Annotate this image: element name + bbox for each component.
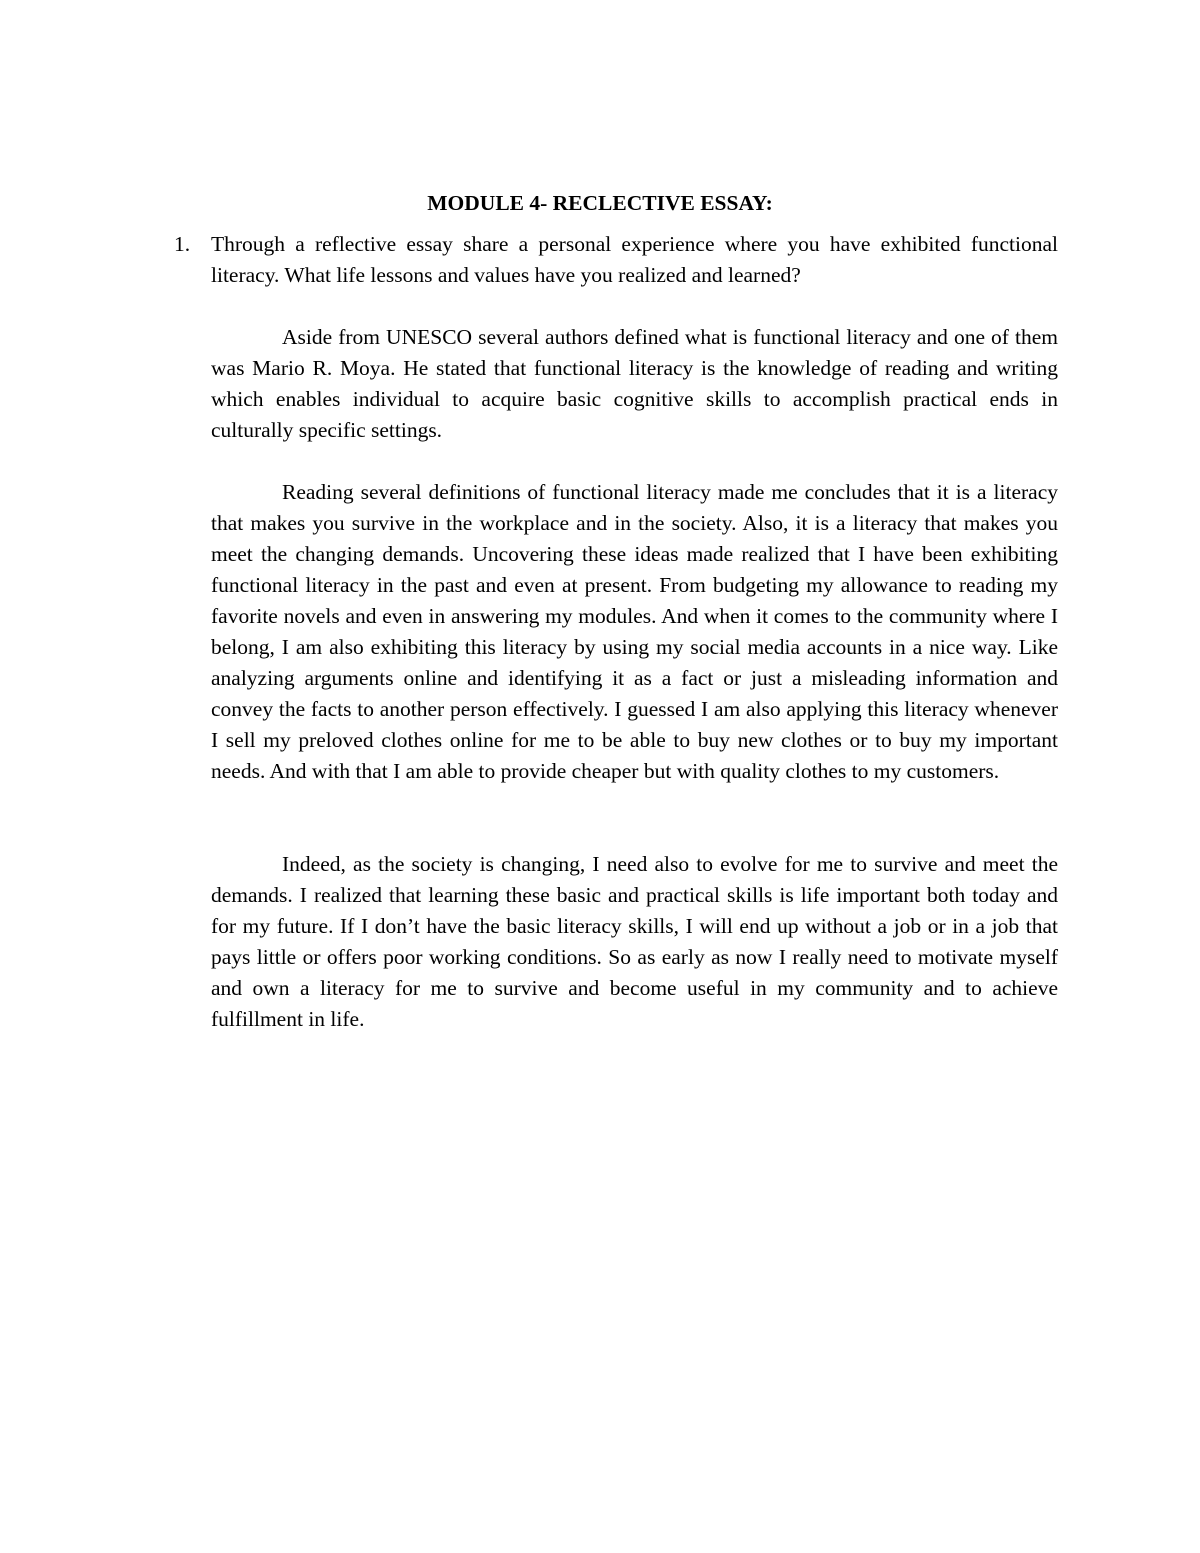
essay-paragraph-3: Indeed, as the society is changing, I need also to evolve for me to survive and meet the demands. I realized that learning these basic and practical skills is life important both today and for my future. If I don’t have the basic literacy skills, I will end up without a job or in a job that pays little or offers poor working conditions. So as early as now I really need to motivate myself and own a literacy for me to survive and become useful in my community and to achieve fulfillment in life. — [211, 852, 1058, 1031]
question-number: 1. — [174, 232, 191, 256]
document-title: MODULE 4- RECLECTIVE ESSAY: — [427, 191, 773, 215]
essay-paragraph-2: Reading several definitions of functional literacy made me concludes that it is a literacy that makes you survive in the workplace and in the society. Also, it is a literacy that makes you meet the changing demands. Uncovering these ideas made realized that I have been exhibiting functional literacy in the past and even at present. From budgeting my allowance to reading my favorite novels and even in answering my modules. And when it comes to the community where I belong, I am also exhibiting this literacy by using my social media accounts in a nice way. Like analyzing arguments online and identifying it as a fact or just a misleading information and convey the facts to another person effectively. I guessed I am also applying this literacy whenever I sell my preloved clothes online for me to be able to buy new clothes or to buy my important needs. And with that I am able to provide cheaper but with quality clothes to my customers. — [211, 480, 1058, 783]
essay-paragraph-1: Aside from UNESCO several authors defined what is functional literacy and one of them was Mario R. Moya. He stated that functional literacy is the knowledge of reading and writing which enables individual to acquire basic cognitive skills to accomplish practical ends in culturally specific settings. — [211, 325, 1058, 442]
question-text: Through a reflective essay share a personal experience where you have exhibited functional literacy. What life lessons and values have you realized and learned? — [211, 232, 1058, 287]
